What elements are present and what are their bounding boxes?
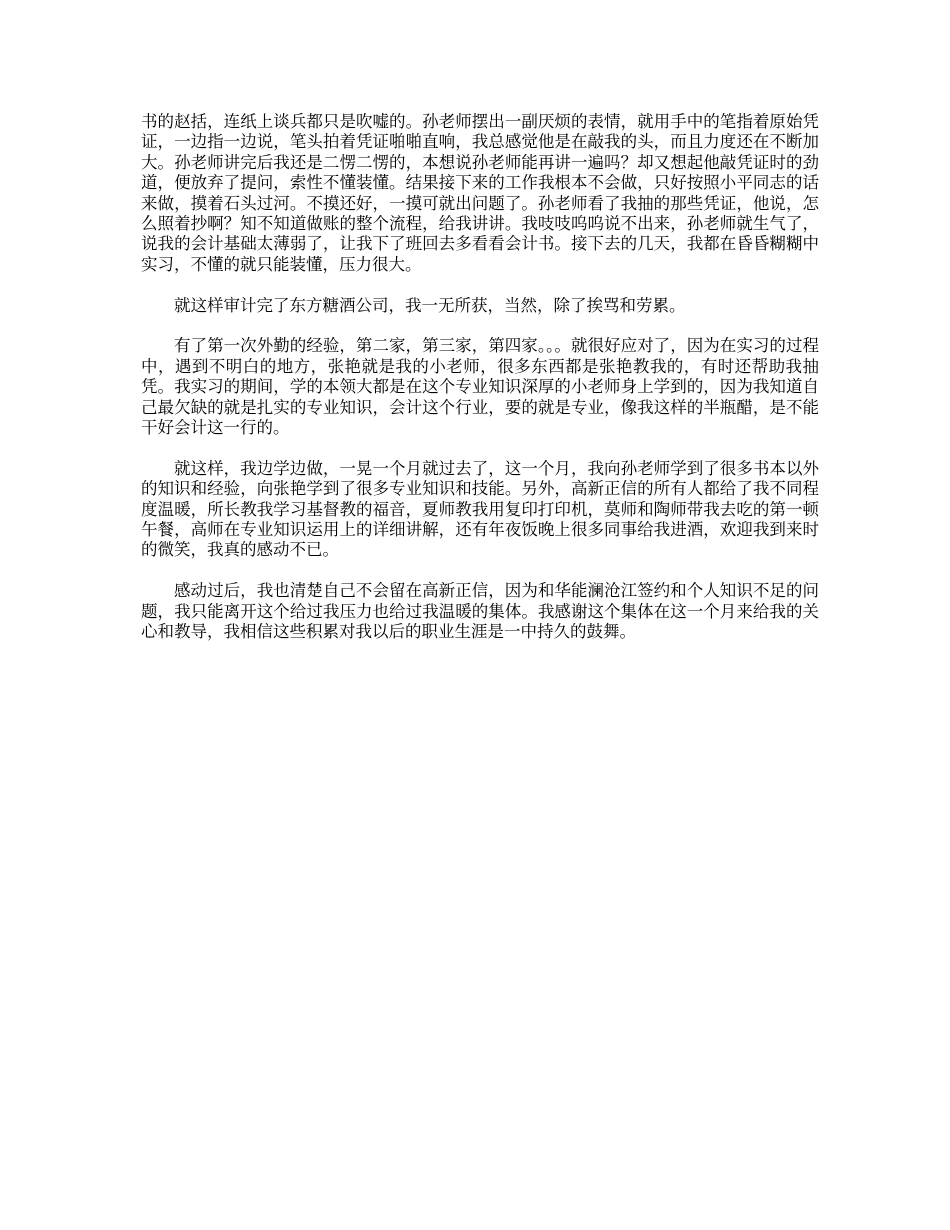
paragraph-2: 就这样审计完了东方糖酒公司，我一无所获，当然，除了挨骂和劳累。 bbox=[174, 295, 686, 315]
paragraph-4: 就这样，我边学边做，一晃一个月就过去了，这一个月，我向孙老师学到了很多书本以外的知识和经验，向张艳学到了很多专业知识和技能。另外，高新正信的所有人都给了我不同程度温暖，所长教我学习基督教的福音，夏师教我用复印打印机，莫师和陶师带我去吃的第一顿午餐，高师在专业知识运用上的详细讲解，还有年夜饭晚上很多同事给我进酒，欢迎我到来时的微笑，我真的感动不已。 bbox=[141, 458, 819, 560]
paragraph-1: 书的赵括，连纸上谈兵都只是吹嘘的。孙老师摆出一副厌烦的表情，就用手中的笔指着原始凭证，一边指一边说，笔头拍着凭证啪啪直响，我总感觉他是在敲我的头，而且力度还在不断加大。孙老师讲完后我还是二愣二愣的，本想说孙老师能再讲一遍吗？却又想起他敲凭证时的劲道，便放弃了提问，索性不懂装懂。结果接下来的工作我根本不会做，只好按照小平同志的话来做，摸着石头过河。不摸还好，一摸可就出问题了。孙老师看了我抽的那些凭证，他说，怎么照着抄啊？知不知道做账的整个流程，给我讲讲。我吱吱呜呜说不出来，孙老师就生气了，说我的会计基础太薄弱了，让我下了班回去多看看会计书。接下去的几天，我都在昏昏糊糊中实习，不懂的就只能装懂，压力很大。 bbox=[141, 112, 819, 274]
paragraph-3: 有了第一次外勤的经验，第二家，第三家，第四家。。。就很好应对了，因为在实习的过程中，遇到不明白的地方，张艳就是我的小老师，很多东西都是张艳教我的，有时还帮助我抽凭。我实习的期间，学的本领大都是在这个专业知识深厚的小老师身上学到的，因为我知道自己最欠缺的就是扎实的专业知识，会计这个行业，要的就是专业，像我这样的半瓶醋，是不能干好会计这一行的。 bbox=[141, 336, 819, 438]
paragraph-5: 感动过后，我也清楚自己不会留在高新正信，因为和华能澜沧江签约和个人知识不足的问题，我只能离开这个给过我压力也给过我温暖的集体。我感谢这个集体在这一个月来给我的关心和教导，我相信这些积累对我以后的职业生涯是一中持久的鼓舞。 bbox=[141, 581, 819, 642]
document-page bbox=[141, 112, 819, 663]
